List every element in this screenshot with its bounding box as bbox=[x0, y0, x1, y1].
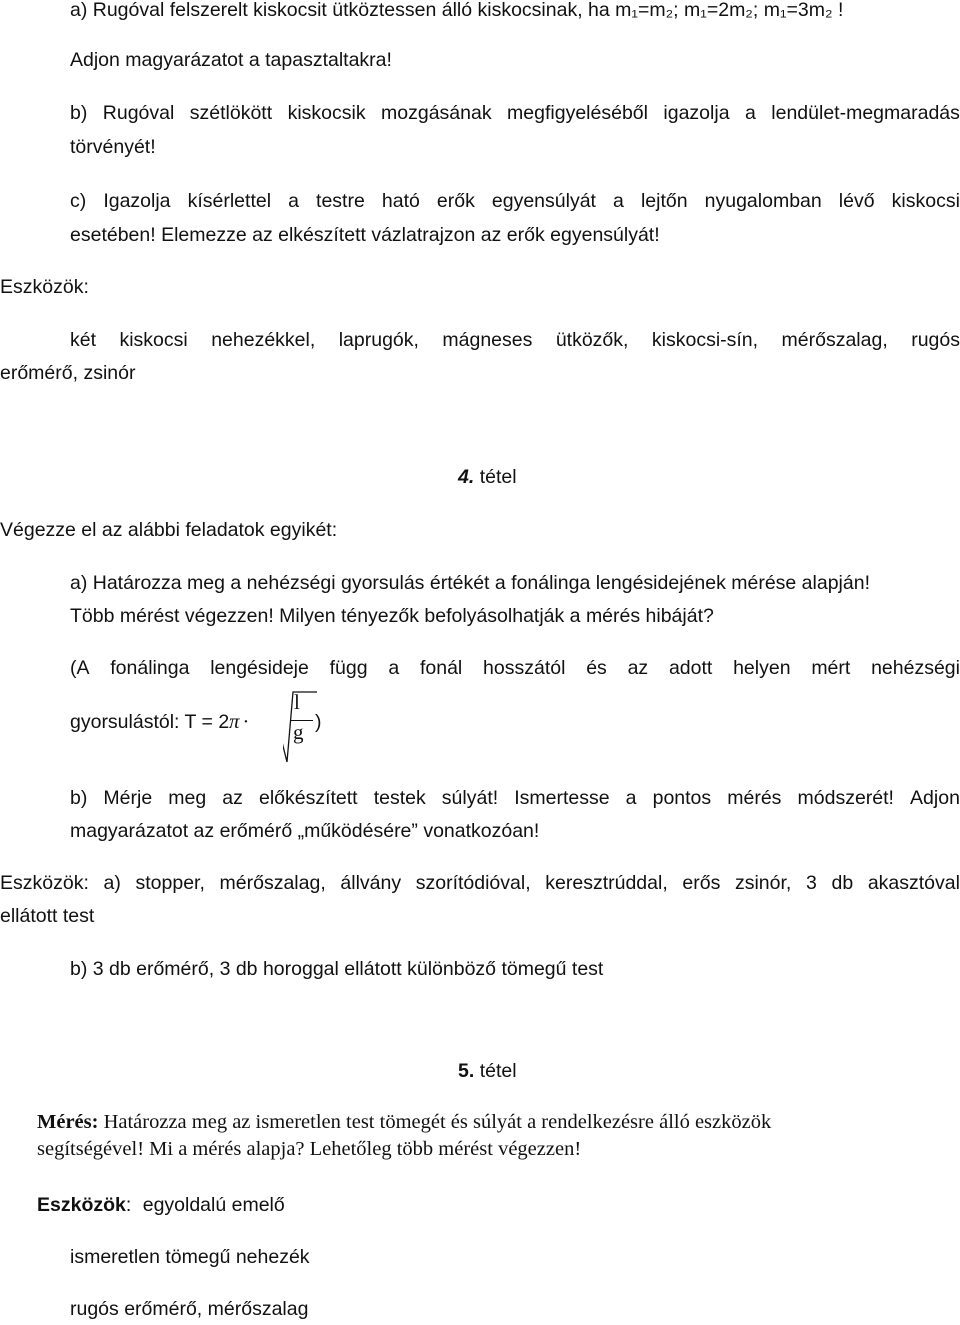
section-4-intro: Végezze el az alábbi feladatok egyikét: bbox=[0, 519, 338, 541]
measurement-body: Határozza meg az ismeretlen test tömegét és súlyát a rendelkezésre álló eszközök bbox=[98, 1111, 772, 1133]
task-4b-text: b) Mérje meg az előkészített testek súlyát! Ismertesse a pontos mérés módszerét! Adjon bbox=[70, 787, 960, 809]
tools-label: Eszközök: bbox=[0, 276, 89, 298]
formula-line bbox=[70, 706, 249, 738]
task-4a-text: a) Határozza meg a nehézségi gyorsulás értékét a fonálinga lengésidejének mérése alapján! bbox=[70, 572, 870, 594]
section-title: tétel bbox=[479, 1060, 517, 1082]
measurement-label: Mérés: bbox=[37, 1111, 99, 1133]
task-a-text: a) Rugóval felszerelt kiskocsit ütköztessen álló kiskocsinak, ha m₁=m₂; m₁=2m₂; m₁=3m₂ ! bbox=[70, 0, 844, 21]
task-b-text-2: törvényét! bbox=[70, 136, 156, 158]
formula-note: (A fonálinga lengésideje függ a fonál hosszától és az adott helyen mért nehézségi bbox=[70, 657, 960, 679]
task-a-text-2: Adjon magyarázatot a tapasztaltakra! bbox=[70, 49, 392, 71]
measurement-text-2: segítségével! Mi a mérés alapja? Lehetőleg több mérést végezzen! bbox=[37, 1138, 582, 1160]
tools-colon: : bbox=[125, 1194, 132, 1216]
formula-pi: π bbox=[229, 711, 240, 733]
section-title: tétel bbox=[479, 466, 517, 488]
task-4a-text-2: Több mérést végezzen! Milyen tényezők befolyásolhatják a mérés hibáját? bbox=[70, 605, 714, 627]
tools-4b: b) 3 db erőmérő, 3 db horoggal ellátott különböző tömegű test bbox=[70, 958, 604, 980]
fraction-denominator: g bbox=[293, 720, 304, 744]
section-number: 5. bbox=[458, 1060, 475, 1082]
task-b-text: b) Rugóval szétlökött kiskocsik mozgásának megfigyeléséből igazolja a lendület-megmaradás bbox=[70, 102, 960, 124]
formula-suffix: ) bbox=[315, 711, 322, 733]
tool-item: egyoldalú emelő bbox=[142, 1194, 285, 1216]
fraction-numerator: l bbox=[294, 690, 300, 714]
square-root-icon bbox=[283, 686, 343, 766]
square-root-fraction bbox=[283, 686, 343, 766]
tools-label: Eszközök bbox=[37, 1194, 126, 1216]
task-c-text-2: esetében! Elemezze az elkészített vázlatrajzon az erők egyensúlyát! bbox=[70, 224, 660, 246]
formula-prefix: gyorsulástól: T = 2 bbox=[70, 711, 230, 733]
tool-item: rugós erőmérő, mérőszalag bbox=[70, 1298, 309, 1320]
tools-list-2: erőmérő, zsinór bbox=[0, 362, 136, 384]
tool-item: ismeretlen tömegű nehezék bbox=[70, 1246, 310, 1268]
tools-4a-2: ellátott test bbox=[0, 905, 95, 927]
section-4-heading bbox=[458, 461, 517, 493]
section-5-heading bbox=[458, 1055, 517, 1087]
tools-5 bbox=[37, 1189, 285, 1221]
formula-dot: · bbox=[242, 711, 250, 733]
tools-4a: Eszközök: a) stopper, mérőszalag, állvány szorítódióval, keresztrúddal, erős zsinór, 3 db akasztóval bbox=[0, 872, 960, 894]
task-4b-text-2: magyarázatot az erőmérő „működésére” vonatkozóan! bbox=[70, 820, 540, 842]
task-c-text: c) Igazolja kísérlettel a testre ható erők egyensúlyát a lejtőn nyugalomban lévő kiskocsi bbox=[70, 190, 960, 212]
tools-list: két kiskocsi nehezékkel, laprugók, mágneses ütközők, kiskocsi-sín, mérőszalag, rugós bbox=[70, 329, 960, 351]
section-number: 4. bbox=[458, 466, 475, 488]
